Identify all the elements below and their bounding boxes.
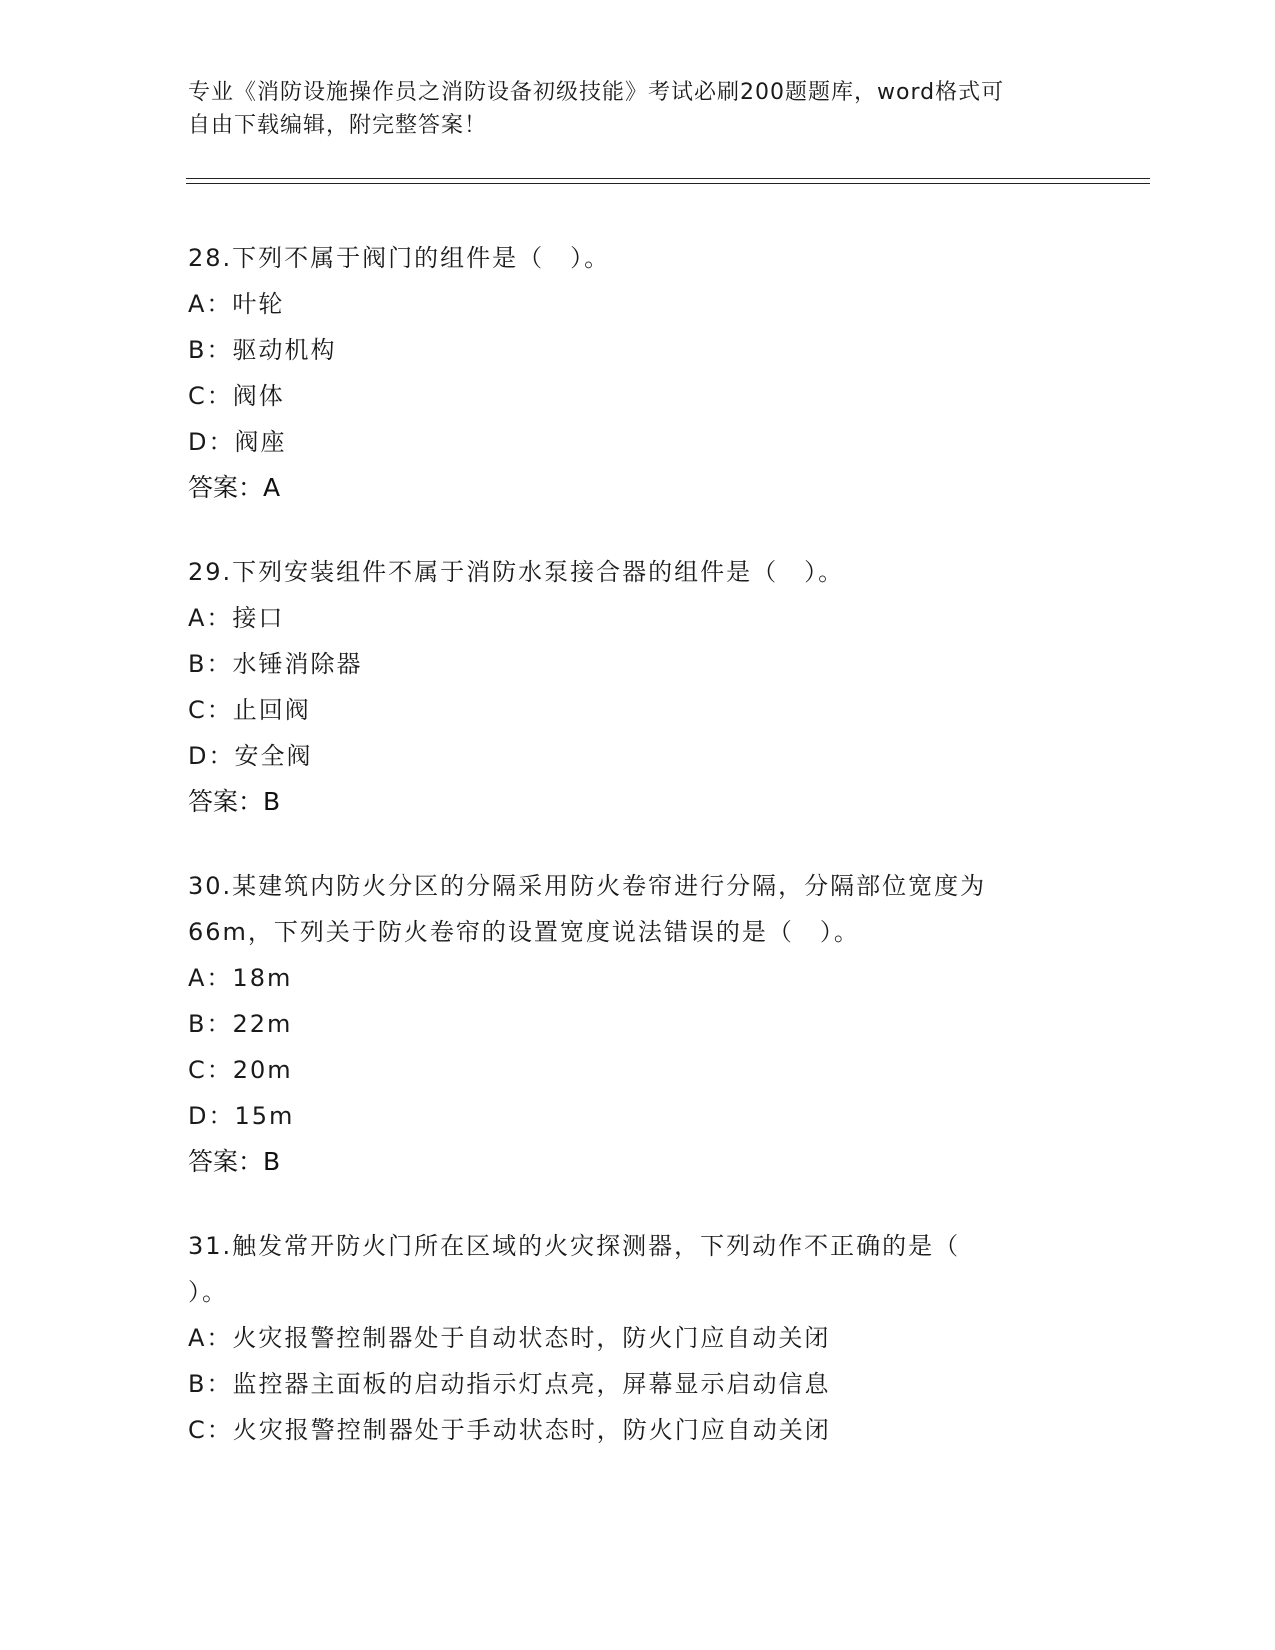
option-text: 火灾报警控制器处于自动状态时，防火门应自动关闭 <box>232 1324 831 1352</box>
question-stem-line: 30.某建筑内防火分区的分隔采用防火卷帘进行分隔，分隔部位宽度为 <box>188 872 987 900</box>
option-text: 驱动机构 <box>232 336 337 364</box>
option-d <box>188 1093 1088 1139</box>
option-key: B： <box>188 1010 233 1038</box>
answer-line: 答案：B <box>188 787 281 816</box>
option-text: 18m <box>232 964 293 992</box>
question-30 <box>188 863 1088 1185</box>
option-key: A： <box>188 1324 233 1352</box>
option-text: 叶轮 <box>232 290 285 318</box>
question-list <box>188 235 1088 1491</box>
option-c <box>188 1407 1088 1453</box>
option-key: D： <box>188 742 235 770</box>
question-stem-line: 31.触发常开防火门所在区域的火灾探测器，下列动作不正确的是（ <box>188 1232 961 1260</box>
question-stem <box>188 235 1088 281</box>
option-a <box>188 281 1088 327</box>
document-header <box>188 76 1068 142</box>
question-stem <box>188 549 1088 595</box>
question-stem <box>188 863 1088 955</box>
option-d <box>188 733 1088 779</box>
header-divider-bottom <box>186 183 1150 184</box>
question-28 <box>188 235 1088 511</box>
option-key: C： <box>188 382 233 410</box>
option-text: 22m <box>232 1010 293 1038</box>
option-d <box>188 419 1088 465</box>
option-text: 止回阀 <box>232 696 311 724</box>
option-text: 水锤消除器 <box>232 650 363 678</box>
option-key: A： <box>188 290 233 318</box>
option-text: 火灾报警控制器处于手动状态时，防火门应自动关闭 <box>232 1416 831 1444</box>
option-text: 15m <box>234 1102 295 1130</box>
option-text: 阀座 <box>234 428 287 456</box>
option-text: 安全阀 <box>234 742 313 770</box>
option-key: B： <box>188 336 233 364</box>
option-text: 监控器主面板的启动指示灯点亮，屏幕显示启动信息 <box>232 1370 831 1398</box>
question-stem-line: 29.下列安装组件不属于消防水泵接合器的组件是（ ）。 <box>188 558 845 586</box>
option-b <box>188 1361 1088 1407</box>
option-key: D： <box>188 1102 235 1130</box>
option-text: 接口 <box>232 604 285 632</box>
option-key: C： <box>188 1056 233 1084</box>
question-stem-line: ）。 <box>188 1278 228 1306</box>
option-b <box>188 641 1088 687</box>
header-divider-top <box>186 178 1150 179</box>
question-stem-line: 66m，下列关于防火卷帘的设置宽度说法错误的是（ ）。 <box>188 918 860 946</box>
question-stem <box>188 1223 1088 1315</box>
option-b <box>188 327 1088 373</box>
option-c <box>188 373 1088 419</box>
option-key: D： <box>188 428 235 456</box>
question-stem-line: 28.下列不属于阀门的组件是（ ）。 <box>188 244 611 272</box>
option-key: C： <box>188 696 233 724</box>
option-key: B： <box>188 650 233 678</box>
header-line-2: 自由下载编辑，附完整答案！ <box>188 113 488 138</box>
option-c <box>188 1047 1088 1093</box>
option-key: A： <box>188 604 233 632</box>
option-a <box>188 595 1088 641</box>
option-key: C： <box>188 1416 233 1444</box>
header-line-1: 专业《消防设施操作员之消防设备初级技能》考试必刷200题题库，word格式可 <box>188 80 1005 105</box>
option-a <box>188 955 1088 1001</box>
option-key: A： <box>188 964 233 992</box>
answer-line: 答案：B <box>188 1147 281 1176</box>
option-b <box>188 1001 1088 1047</box>
option-text: 阀体 <box>232 382 285 410</box>
option-text: 20m <box>232 1056 293 1084</box>
option-key: B： <box>188 1370 233 1398</box>
answer-line: 答案：A <box>188 473 281 502</box>
question-29 <box>188 549 1088 825</box>
option-c <box>188 687 1088 733</box>
option-a <box>188 1315 1088 1361</box>
question-31 <box>188 1223 1088 1453</box>
